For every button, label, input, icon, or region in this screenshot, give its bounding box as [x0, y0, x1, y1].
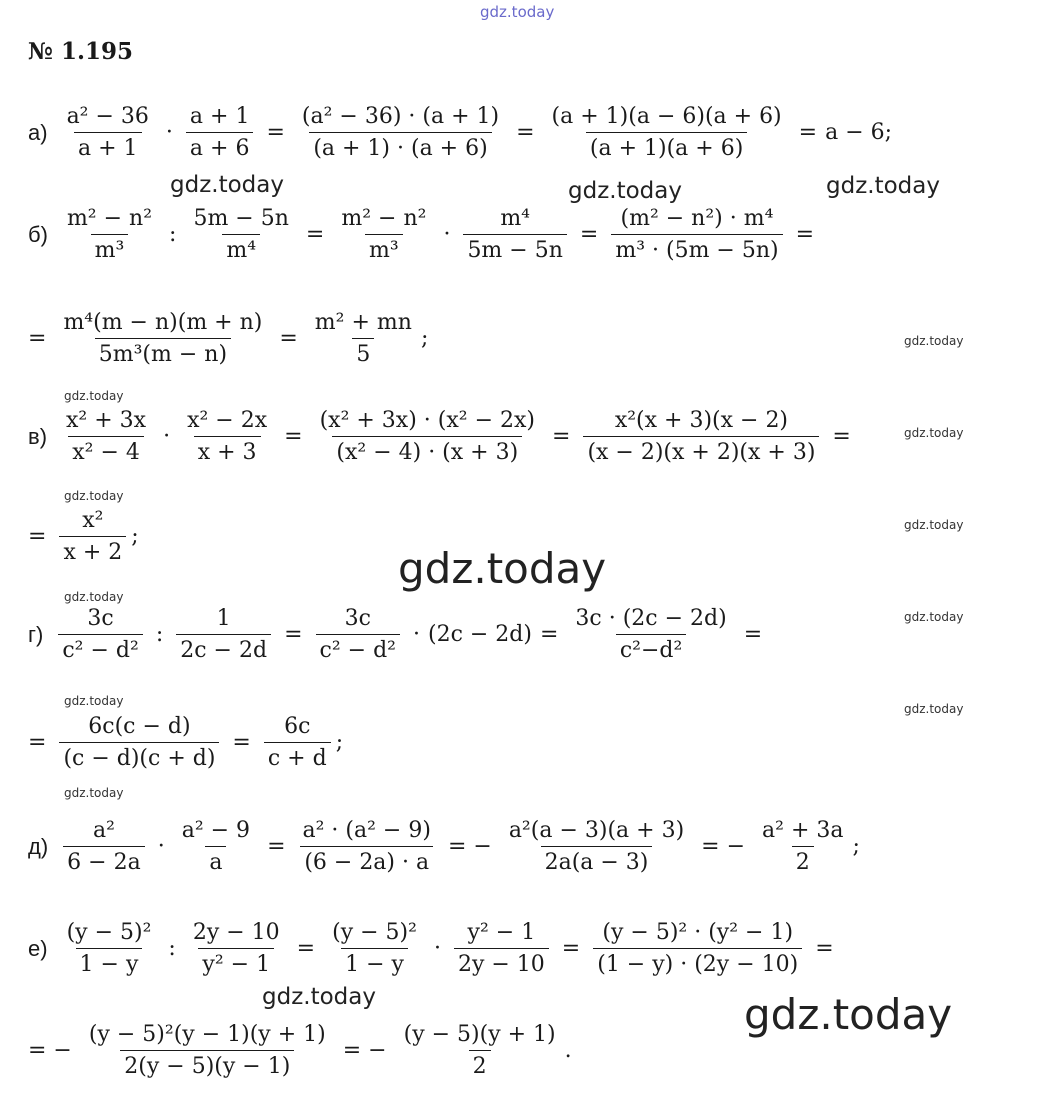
part-a [28, 104, 892, 161]
numerator: (a² − 36) · (a + 1) [301, 104, 500, 129]
fraction [454, 920, 549, 977]
denominator: c² − d² [316, 634, 400, 663]
fraction [189, 206, 292, 263]
part-label: в) [28, 423, 48, 449]
problem-title: № 1.195 [28, 38, 134, 65]
operator: · [157, 834, 165, 859]
numerator: a² − 36 [66, 104, 149, 129]
result: a − 6; [825, 120, 893, 145]
operator: = [28, 730, 47, 755]
denominator: (a + 1) · (a + 6) [309, 132, 491, 161]
fraction [264, 714, 331, 771]
fraction [59, 714, 219, 771]
operator: = − [28, 1038, 72, 1063]
operator: = [539, 622, 559, 647]
numerator: m⁴ [500, 206, 530, 231]
fraction [186, 104, 254, 161]
watermark: gdz.today [64, 694, 124, 708]
part-e [28, 920, 842, 977]
denominator: 2 [792, 846, 814, 875]
denominator: 5m³(m − n) [95, 338, 231, 367]
operator: = [28, 326, 47, 351]
numerator: a² [92, 818, 115, 843]
operator: = [743, 622, 763, 647]
denominator: x + 3 [194, 436, 261, 465]
denominator: 5 [352, 338, 374, 367]
denominator: 1 − y [341, 948, 408, 977]
operator: : [168, 936, 176, 961]
operator: = [579, 222, 599, 247]
denominator: x² − 4 [68, 436, 144, 465]
watermark-large: gdz.today [398, 544, 607, 593]
denominator: x + 2 [59, 536, 126, 565]
watermark: gdz.today [170, 172, 284, 198]
numerator: (y − 5)²(y − 1)(y + 1) [88, 1022, 326, 1047]
operator: = [516, 120, 535, 145]
part-v [28, 408, 859, 465]
watermark: gdz.today [262, 984, 376, 1010]
watermark-large: gdz.today [744, 990, 953, 1039]
watermark: gdz.today [904, 702, 964, 716]
operator: = [561, 936, 581, 961]
operator: · [412, 622, 420, 647]
numerator: a² · (a² − 9) [302, 818, 431, 843]
fraction [571, 606, 730, 663]
denominator: 5m − 5n [463, 234, 566, 263]
fraction [63, 920, 156, 977]
denominator: a + 1 [74, 132, 142, 161]
numerator: 1 [216, 606, 231, 631]
numerator: (y − 5)² [66, 920, 152, 945]
operator: = − [701, 834, 746, 859]
fraction [59, 310, 266, 367]
numerator: 3c [87, 606, 114, 631]
fraction [548, 104, 786, 161]
denominator: y² − 1 [198, 948, 274, 977]
part-label: б) [28, 221, 48, 247]
numerator: (y − 5)² · (y² − 1) [602, 920, 794, 945]
watermark: gdz.today [904, 610, 964, 624]
numerator: a² − 9 [181, 818, 251, 843]
fraction [463, 206, 566, 263]
fraction [58, 606, 142, 663]
fraction [178, 818, 254, 875]
terminator: ; [335, 730, 344, 755]
fraction [505, 818, 688, 875]
operator: = [232, 730, 251, 755]
watermark: gdz.today [64, 590, 124, 604]
part-b-continued [28, 310, 428, 367]
denominator: a [205, 846, 226, 875]
watermark: gdz.today [904, 518, 964, 532]
numerator: (x² + 3x) · (x² − 2x) [319, 408, 535, 433]
fraction [59, 508, 126, 565]
denominator: (1 − y) · (2y − 10) [593, 948, 802, 977]
denominator: (x − 2)(x + 2)(x + 3) [583, 436, 819, 465]
watermark: gdz.today [826, 173, 940, 199]
fraction [183, 408, 271, 465]
numerator: y² − 1 [467, 920, 536, 945]
terminator: ; [420, 326, 429, 351]
part-label: д) [28, 833, 49, 859]
part-label: е) [28, 935, 48, 961]
fraction [63, 104, 153, 161]
numerator: x²(x + 3)(x − 2) [614, 408, 789, 433]
fraction [63, 206, 156, 263]
part-v-continued [28, 508, 139, 565]
denominator: (x² − 4) · (x + 3) [332, 436, 522, 465]
fraction [189, 920, 284, 977]
numerator: m² − n² [341, 206, 427, 231]
operator: : [169, 222, 177, 247]
operator: = − [342, 1038, 387, 1063]
watermark: gdz.today [904, 334, 964, 348]
numerator: m² + mn [314, 310, 412, 335]
denominator: m³ · (5m − 5n) [611, 234, 782, 263]
numerator: x² − 2x [187, 408, 268, 433]
fraction [63, 818, 145, 875]
watermark: gdz.today [64, 489, 124, 503]
numerator: 6c(c − d) [88, 714, 191, 739]
operator: = [284, 622, 303, 647]
fraction [62, 408, 150, 465]
fraction [85, 1022, 330, 1079]
terminator: ; [131, 524, 139, 549]
part-g-continued [28, 714, 343, 771]
operator: = [305, 222, 325, 247]
numerator: a + 1 [189, 104, 250, 129]
fraction [176, 606, 271, 663]
watermark: gdz.today [904, 426, 964, 440]
operator: = [552, 424, 571, 449]
expression: (2c − 2d) [427, 622, 532, 647]
denominator: m³ [365, 234, 403, 263]
denominator: m³ [91, 234, 129, 263]
numerator: 3c [344, 606, 371, 631]
operator: = [266, 120, 285, 145]
operator: = [284, 424, 303, 449]
denominator: m⁴ [222, 234, 260, 263]
fraction [298, 104, 503, 161]
numerator: 6c [284, 714, 311, 739]
watermark: gdz.today [64, 786, 124, 800]
part-d [28, 818, 860, 875]
operator: = [28, 524, 47, 549]
fraction [593, 920, 802, 977]
operator: = [267, 834, 286, 859]
operator: = [296, 936, 316, 961]
denominator: 2a(a − 3) [541, 846, 653, 875]
denominator: 2 [469, 1050, 491, 1079]
denominator: (a + 1)(a + 6) [586, 132, 747, 161]
denominator: (c − d)(c + d) [59, 742, 219, 771]
operator: = [815, 936, 834, 961]
fraction [611, 206, 782, 263]
numerator: (y − 5)(y + 1) [403, 1022, 556, 1047]
numerator: x² + 3x [66, 408, 147, 433]
operator: · [433, 936, 441, 961]
part-label: г) [28, 621, 44, 647]
denominator: 2(y − 5)(y − 1) [120, 1050, 294, 1079]
fraction [400, 1022, 560, 1079]
operator: = [279, 326, 298, 351]
numerator: a²(a − 3)(a + 3) [508, 818, 685, 843]
operator: : [155, 622, 164, 647]
numerator: a² + 3a [762, 818, 844, 843]
numerator: m⁴(m − n)(m + n) [63, 310, 263, 335]
denominator: 6 − 2a [63, 846, 145, 875]
denominator: (6 − 2a) · a [300, 846, 433, 875]
terminator: . [564, 1038, 572, 1063]
numerator: x² [82, 508, 104, 533]
watermark: gdz.today [568, 178, 682, 204]
denominator: c² − d² [58, 634, 142, 663]
operator: · [443, 222, 451, 247]
part-b [28, 206, 822, 263]
operator: = [798, 120, 818, 145]
fraction [316, 408, 539, 465]
operator: · [165, 120, 173, 145]
denominator: 2c − 2d [176, 634, 271, 663]
numerator: 2y − 10 [192, 920, 280, 945]
fraction [583, 408, 819, 465]
terminator: ; [852, 834, 860, 859]
watermark: gdz.today [64, 389, 124, 403]
numerator: 5m − 5n [193, 206, 289, 231]
operator: · [163, 424, 171, 449]
numerator: m² − n² [66, 206, 153, 231]
watermark-top: gdz.today [480, 3, 555, 21]
part-e-continued [28, 1022, 572, 1079]
part-label: а) [28, 119, 48, 145]
part-g [28, 606, 770, 663]
denominator: 1 − y [76, 948, 143, 977]
denominator: 2y − 10 [454, 948, 549, 977]
fraction [316, 606, 400, 663]
numerator: 3c · (2c − 2d) [575, 606, 727, 631]
fraction [758, 818, 847, 875]
denominator: c²−d² [616, 634, 686, 663]
operator: = − [447, 834, 492, 859]
operator: = [795, 222, 815, 247]
denominator: a + 6 [186, 132, 254, 161]
fraction [299, 818, 435, 875]
fraction [337, 206, 430, 263]
fraction [328, 920, 421, 977]
operator: = [832, 424, 851, 449]
fraction [311, 310, 416, 367]
numerator: (m² − n²) · m⁴ [620, 206, 774, 231]
denominator: c + d [264, 742, 331, 771]
numerator: (a + 1)(a − 6)(a + 6) [551, 104, 782, 129]
numerator: (y − 5)² [332, 920, 417, 945]
